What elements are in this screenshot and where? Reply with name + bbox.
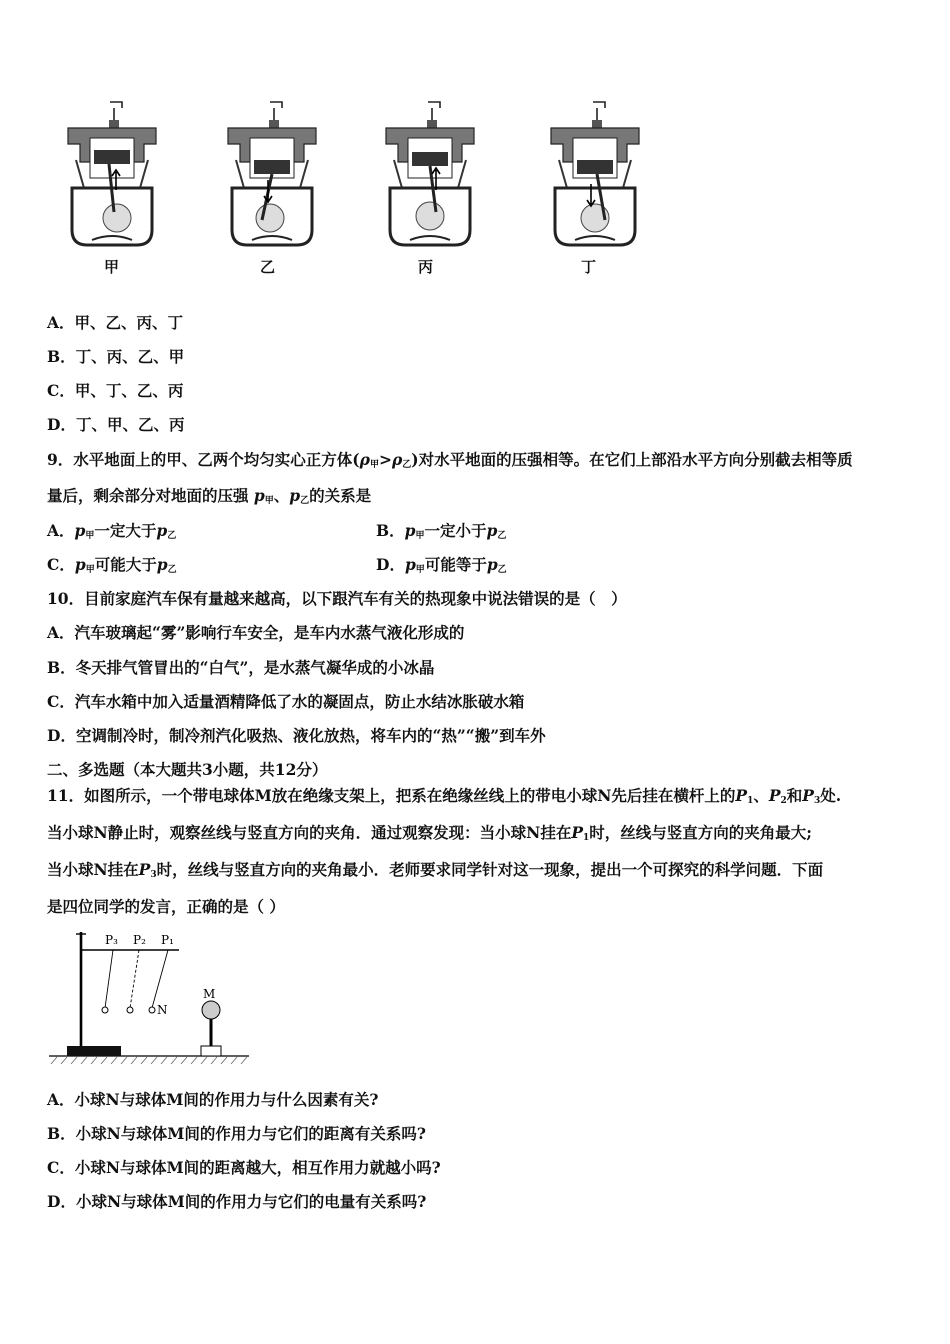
label-n: N: [157, 1003, 168, 1017]
engine-diagram-yi: [222, 100, 322, 250]
q11-option-d: D．小球N与球体M间的作用力与它们的电量有关系吗?: [47, 1192, 427, 1211]
q9-option-d: D．$p_甲$可能等于$p_乙$: [376, 555, 507, 575]
label-p1: P₁: [161, 933, 174, 947]
engine-diagram-jia: [62, 100, 162, 250]
q9-option-c: C．$p_甲$可能大于$p_乙$: [47, 555, 177, 575]
q11-stem-line3: 当小球N挂在$P_3$时，丝线与竖直方向的夹角最小．老师要求同学针对这一现象，提出一个可探究的科学问题．下面: [47, 860, 824, 880]
q10-stem: 10．目前家庭汽车保有量越来越高，以下跟汽车有关的热现象中说法错误的是（ ）: [47, 589, 627, 608]
q8-option-b: B．丁、丙、乙、甲: [47, 347, 185, 366]
engine-label-ding: 丁: [581, 258, 597, 276]
engine-label-yi: 乙: [260, 258, 276, 276]
q10-option-a: A．汽车玻璃起“雾”影响行车安全，是车内水蒸气液化形成的: [47, 623, 465, 642]
q8-option-a: A．甲、乙、丙、丁: [47, 313, 184, 332]
engine-label-jia: 甲: [104, 258, 120, 276]
label-p3: P₃: [105, 933, 118, 947]
q11-option-b: B．小球N与球体M间的作用力与它们的距离有关系吗?: [47, 1124, 427, 1143]
q10-option-d: D．空调制冷时，制冷剂汽化吸热、液化放热，将车内的“热”“搬”到车外: [47, 726, 546, 745]
q8-option-c: C．甲、丁、乙、丙: [47, 381, 184, 400]
q9-option-a: A．$p_甲$一定大于$p_乙$: [47, 521, 177, 541]
q11-stem-line2: 当小球N静止时，观察丝线与竖直方向的夹角．通过观察发现：当小球N挂在$P_1$时，丝线与竖直方向的夹角最大;: [47, 823, 812, 843]
label-p2: P₂: [133, 933, 146, 947]
q9-stem-line1: 9．水平地面上的甲、乙两个均匀实心正方体$(\rho_甲>\rho_乙)$对水平地面的压强相等。在它们上部沿水平方向分别截去相等质: [47, 450, 853, 470]
q10-option-b: B．冬天排气管冒出的“白气”，是水蒸气凝华成的小冰晶: [47, 658, 435, 677]
q9-option-b: B．$p_甲$一定小于$p_乙$: [376, 521, 507, 541]
q11-option-a: A．小球N与球体M间的作用力与什么因素有关?: [47, 1090, 379, 1109]
section-heading: 二、多选题（本大题共3小题，共12分）: [47, 760, 328, 779]
engine-label-bing: 丙: [418, 258, 434, 276]
q8-option-d: D．丁、甲、乙、丙: [47, 415, 185, 434]
q11-stem-line4: 是四位同学的发言，正确的是（ ）: [47, 897, 285, 916]
q11-stem-line1: 11．如图所示，一个带电球体M放在绝缘支架上，把系在绝缘丝线上的带电小球N先后挂在横杆上的$P_1$、$P_2$和$P_3$处.: [47, 786, 842, 806]
q9-stem-line2: 量后，剩余部分对地面的压强 $p_甲$、$p_乙$的关系是: [47, 486, 372, 506]
q10-option-c: C．汽车水箱中加入适量酒精降低了水的凝固点，防止水结冰胀破水箱: [47, 692, 525, 711]
engine-diagram-ding: [545, 100, 645, 250]
pendulum-diagram: [45, 928, 255, 1064]
q11-option-c: C．小球N与球体M间的距离越大，相互作用力就越小吗?: [47, 1158, 441, 1177]
label-m: M: [203, 987, 216, 1001]
engine-diagram-bing: [380, 100, 480, 250]
